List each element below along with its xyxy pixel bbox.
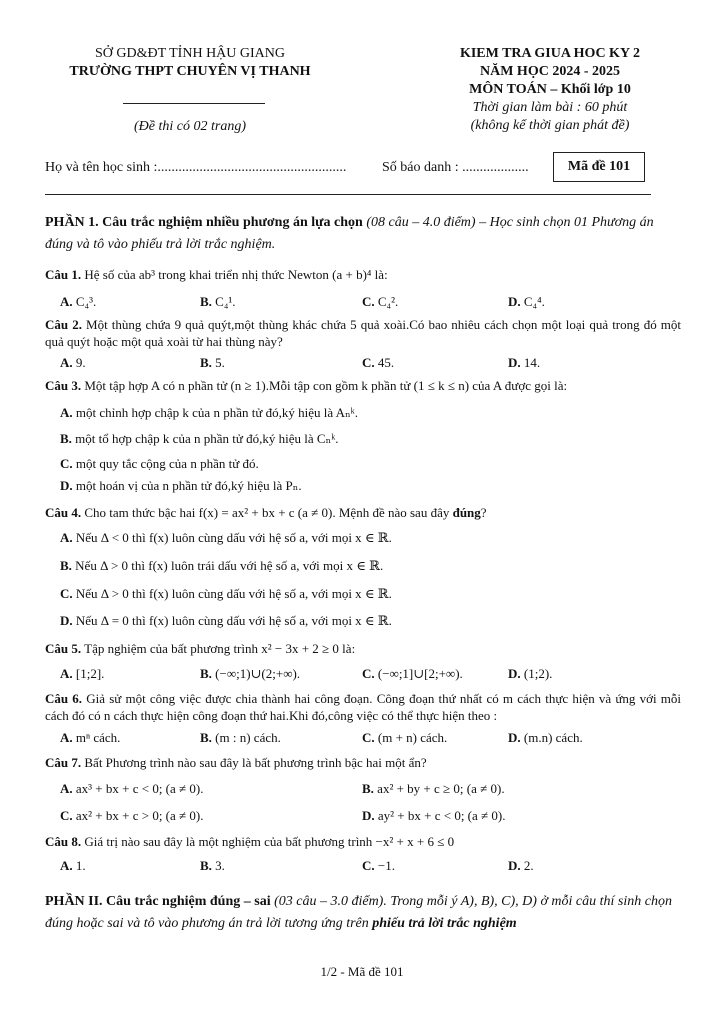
q2-option-b: B. 5. — [200, 355, 225, 370]
q5-option-b: B. (−∞;1)∪(2;+∞). — [200, 666, 301, 681]
q5-option-d: D. (1;2). — [508, 666, 553, 681]
question-8: Câu 8. Giá trị nào sau đây là một nghiệm của bất phương trình −x² + x + 6 ≤ 0 — [45, 834, 455, 849]
q1-option-a: A. C₄³. — [60, 294, 97, 309]
q3-option-a: A. một chỉnh hợp chập k của n phần tử đó,ký hiệu là Aₙᵏ. — [60, 405, 359, 420]
q4-option-b: B. Nếu Δ > 0 thì f(x) luôn trái dấu với hệ số a, với mọi x ∈ ℝ. — [60, 558, 384, 573]
school-year: NĂM HỌC 2024 - 2025 — [480, 64, 620, 79]
q2-option-d: D. 14. — [508, 355, 541, 370]
q8-option-c: C. −1. — [362, 858, 395, 873]
question-1: Câu 1. Hệ số của ab³ trong khai triển nhị thức Newton (a + b)⁴ là: — [45, 267, 388, 282]
department-name: SỞ GD&ĐT TỈNH HẬU GIANG — [94, 46, 286, 61]
time-note: (không kể thời gian phát đề) — [470, 118, 630, 133]
q1-option-b: B. C₄¹. — [200, 294, 236, 309]
student-id-field: Số báo danh : ................... — [382, 160, 529, 175]
q6-option-c: C. (m + n) cách. — [362, 730, 448, 745]
page-footer: 1/2 - Mã đề 101 — [320, 964, 404, 979]
q4-option-a: A. Nếu Δ < 0 thì f(x) luôn cùng dấu với hệ số a, với mọi x ∈ ℝ. — [60, 530, 392, 545]
exam-title: KIEM TRA GIUA HOC KY 2 — [459, 46, 641, 61]
student-name-field: Họ và tên học sinh :...................................................... — [45, 160, 347, 175]
q7-option-a: A. ax³ + bx + c < 0; (a ≠ 0). — [60, 781, 204, 796]
q5-option-a: A. [1;2]. — [60, 666, 105, 681]
part2-title: PHẦN II. Câu trắc nghiệm đúng – sai (03 câu – 3.0 điểm). Trong mỗi ý A), B), C), D) ở mỗi câu thí sinh chọn đúng hoặc sai và tô vào phương án trả lời tương ứng trên phiếu trả lời trắc nghiệm — [45, 894, 672, 931]
info-divider — [45, 194, 651, 195]
question-6: Câu 6. Giả sử một công việc được chia thành hai công đoạn. Công đoạn thứ nhất có m cách thực hiện và ứng với mỗi cách đó có n cách thực hiện công đoạn thứ hai.Khi đó,công việc có thể thực hiện theo : — [45, 691, 681, 723]
q5-option-c: C. (−∞;1]∪[2;+∞). — [362, 666, 463, 681]
header-divider — [123, 103, 265, 104]
page-count-note: (Đề thi có 02 trang) — [134, 119, 246, 134]
question-7: Câu 7. Bất Phương trình nào sau đây là bất phương trình bậc hai một ẩn? — [45, 755, 427, 770]
q3-option-c: C. một quy tắc cộng của n phần tử đó. — [60, 456, 259, 471]
question-3: Câu 3. Một tập hợp A có n phần tử (n ≥ 1).Mỗi tập con gồm k phần tử (1 ≤ k ≤ n) của A được gọi là: — [45, 378, 568, 393]
q3-option-b: B. một tổ hợp chập k của n phần tử đó,ký hiệu là Cₙᵏ. — [60, 431, 339, 446]
school-name: TRƯỜNG THPT CHUYÊN VỊ THANH — [69, 64, 311, 79]
q1-option-c: C. C₄². — [362, 294, 399, 309]
question-2: Câu 2. Một thùng chứa 9 quả quýt,một thùng khác chứa 5 quả xoài.Có bao nhiêu cách chọn một loại quả trong đó một quả quýt hoặc một quả xoài từ hai thùng này? — [45, 317, 682, 349]
subject: MÔN TOÁN – Khối lớp 10 — [469, 82, 631, 97]
question-5: Câu 5. Tập nghiệm của bất phương trình x² − 3x + 2 ≥ 0 là: — [45, 641, 356, 656]
time-limit: Thời gian làm bài : 60 phút — [472, 100, 628, 115]
q8-option-d: D. 2. — [508, 858, 534, 873]
part1-title-bold: PHẦN 1. Câu trắc nghiệm nhiều phương án lựa chọn — [45, 215, 363, 230]
part1-title — [45, 212, 675, 256]
q2-option-c: C. 45. — [362, 355, 395, 370]
part1-title-italic: (08 câu – 4.0 điểm) – Học sinh chọn 01 Phương án đúng và tô vào phiếu trả lời trắc nghiệm. — [45, 215, 654, 252]
q1-option-d: D. C₄⁴. — [508, 294, 545, 309]
q6-option-a: A. mⁿ cách. — [60, 730, 121, 745]
q7-option-d: D. ay² + bx + c < 0; (a ≠ 0). — [362, 808, 506, 823]
q7-option-c: C. ax² + bx + c > 0; (a ≠ 0). — [60, 808, 204, 823]
q4-option-d: D. Nếu Δ = 0 thì f(x) luôn cùng dấu với hệ số a, với mọi x ∈ ℝ. — [60, 613, 392, 628]
q3-option-d: D. một hoán vị của n phần tử đó,ký hiệu là Pₙ. — [60, 478, 302, 493]
q4-option-c: C. Nếu Δ > 0 thì f(x) luôn cùng dấu với hệ số a, với mọi x ∈ ℝ. — [60, 586, 392, 601]
q6-option-d: D. (m.n) cách. — [508, 730, 583, 745]
q6-option-b: B. (m : n) cách. — [200, 730, 281, 745]
question-4: Câu 4. Cho tam thức bậc hai f(x) = ax² + bx + c (a ≠ 0). Mệnh đề nào sau đây đúng? — [45, 505, 487, 520]
q8-option-b: B. 3. — [200, 858, 225, 873]
exam-code-box: Mã đề 101 — [553, 152, 645, 182]
q8-option-a: A. 1. — [60, 858, 86, 873]
q7-option-b: B. ax² + by + c ≥ 0; (a ≠ 0). — [362, 781, 505, 796]
q2-option-a: A. 9. — [60, 355, 86, 370]
